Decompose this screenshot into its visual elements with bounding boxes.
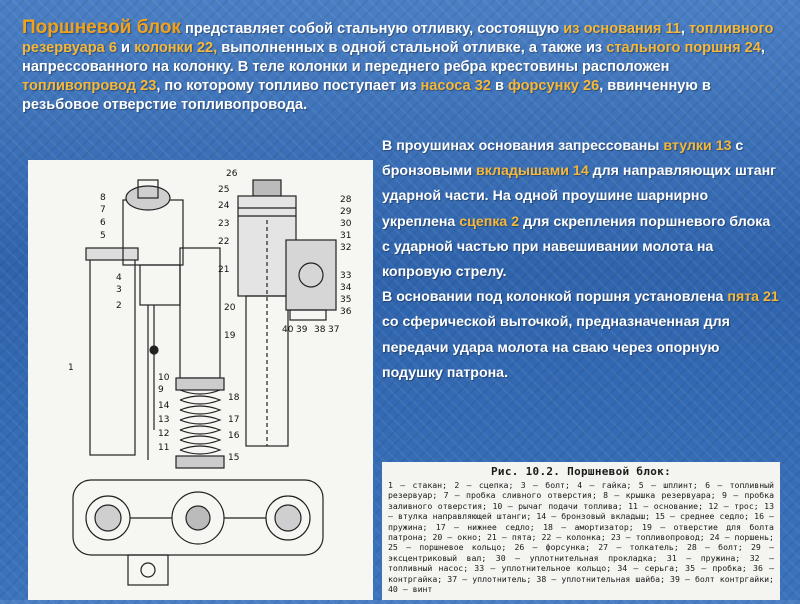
side-text-3: для направляющих штанг ударной части. На одной проушине шарнирно укреплена [382,163,777,230]
liner-right [275,505,301,531]
label-39: 39 [296,325,308,335]
label-19: 19 [224,331,236,341]
lever-box [140,265,180,305]
intro-text-7: в [490,78,509,94]
intro-hl-fuel-line: топливопровод 23 [22,78,157,94]
label-31: 31 [340,231,352,241]
intro-hl-fuel-tank: топливного резервуара 6 [22,21,774,56]
caption-legend: 1 — стакан; 2 — сцепка; 3 — болт; 4 — гайка; 5 — шплинт; 6 — топливный резервуар; 7 — пробка сливного отверстия; 8 — крышка резервуара; 9 — пробка заливного отверстия; 10 — рычаг подачи топлива; 11 — основание; 12 — трос; 13 — втулка направляющей штанги; 14 — бронзовый вкладыш; 15 — среднее седло; 16 — пружина; 17 — нижнее седло; 18 — амортизатор; 19 — отверстие для болта патрона; 20 — окно; 21 — пята; 22 — колонка; 23 — топливопровод; 24 — поршень; 25 — поршневое кольцо; 26 — форсунка; 27 — толкатель; 28 — болт; 29 — эксцентриковый вал; 30 — уплотнительная прокладка; 31 — пружина; 32 — топливный насос; 33 — уплотнительное кольцо; 34 — серьга; 35 — пробка; 36 — контргайка; 37 — уплотнитель; 38 — уплотнительная шайба; 39 — болт контргайки; 40 — винт [388,480,774,595]
cable-stop [150,346,158,354]
label-36: 36 [340,307,352,317]
intro-hl-injector: форсунку 26 [508,78,600,94]
fuel-pump [286,240,336,310]
intro-text-6: , по которому топливо поступает из [156,78,421,94]
label-25: 25 [218,185,230,195]
label-29: 29 [340,207,352,217]
cylinder-left [90,255,135,455]
label-2: 2 [116,301,122,311]
label-9: 9 [158,385,164,395]
label-30: 30 [340,219,352,229]
label-12: 12 [158,429,170,439]
label-28: 28 [340,195,352,205]
label-40: 40 [282,325,294,335]
label-37: 37 [328,325,340,335]
side-hl-liners: вкладышами 14 [476,163,589,180]
side-text-4: для скрепления поршневого блока с ударной частью при навешивании молота на копровую стрелу. [382,213,771,281]
cylinder-left-cap [86,248,138,260]
label-4: 4 [116,273,122,283]
intro-paragraph [22,18,784,115]
spring [180,386,220,454]
label-8: 8 [100,193,106,203]
intro-hl-base: из основания 11 [563,21,681,37]
label-7: 7 [100,205,106,215]
label-17: 17 [228,415,240,425]
label-35: 35 [340,295,352,305]
intro-text-3: и [116,40,135,56]
figure-caption [382,462,780,600]
side-hl-coupling: сцепка 2 [459,213,520,230]
term-piston-block: Поршневой блок [22,17,181,38]
intro-text-5: , напрессованного на колонку. В теле колонки и переднего ребра крестовины расположен [22,40,765,75]
intro-text-8: , ввинченную в резьбовое отверстие топливопровода. [22,78,711,113]
label-26: 26 [226,169,238,179]
label-22: 22 [218,237,230,247]
intro-hl-column: колонки 22, [134,40,218,56]
coupling-pin [141,563,155,577]
side-hl-heel: пята 21 [727,289,779,306]
label-1: 1 [68,363,74,373]
spring-seat-upper [176,378,224,390]
label-32: 32 [340,243,352,253]
coupling-plan [128,555,168,585]
spring-seat-lower [176,456,224,468]
column-upper [180,248,220,378]
intro-hl-pump: насоса 32 [420,78,491,94]
label-23: 23 [218,219,230,229]
label-14: 14 [158,401,170,411]
injector [253,180,281,196]
label-5: 5 [100,231,106,241]
label-20: 20 [224,303,236,313]
label-10: 10 [158,373,170,383]
label-33: 33 [340,271,352,281]
pump-base [290,310,326,320]
label-21: 21 [218,265,230,275]
label-13: 13 [158,415,170,425]
label-24: 24 [218,201,230,211]
liner-left [95,505,121,531]
heel-plan [186,506,210,530]
intro-text-1: представляет собой стальную отливку, состоящую [180,21,564,37]
label-6: 6 [100,218,106,228]
intro-hl-piston: стального поршня 24 [606,40,761,56]
side-paragraph [382,134,782,386]
side-text-2: с бронзовыми [382,138,744,180]
label-3: 3 [116,285,122,295]
label-34: 34 [340,283,352,293]
side-text-6: со сферической выточкой, предназначенная для передачи удара молота на сваю через опорную подушку патрона. [382,314,730,381]
intro-text-2: , [680,21,689,37]
technical-drawing-svg [28,160,373,600]
label-15: 15 [228,453,240,463]
side-text-1: В проушинах основания запрессованы [382,138,664,154]
label-38: 38 [314,325,326,335]
intro-text-4: выполненных в одной стальной отливке, а также из [217,40,607,56]
label-18: 18 [228,393,240,403]
piston-block-drawing [28,160,373,600]
label-11: 11 [158,443,170,453]
side-hl-bushings: втулки 13 [663,138,732,154]
caption-title: Рис. 10.2. Поршневой блок: [491,465,671,478]
label-16: 16 [228,431,240,441]
side-text-5: В основании под колонкой поршня установлена [382,289,728,306]
